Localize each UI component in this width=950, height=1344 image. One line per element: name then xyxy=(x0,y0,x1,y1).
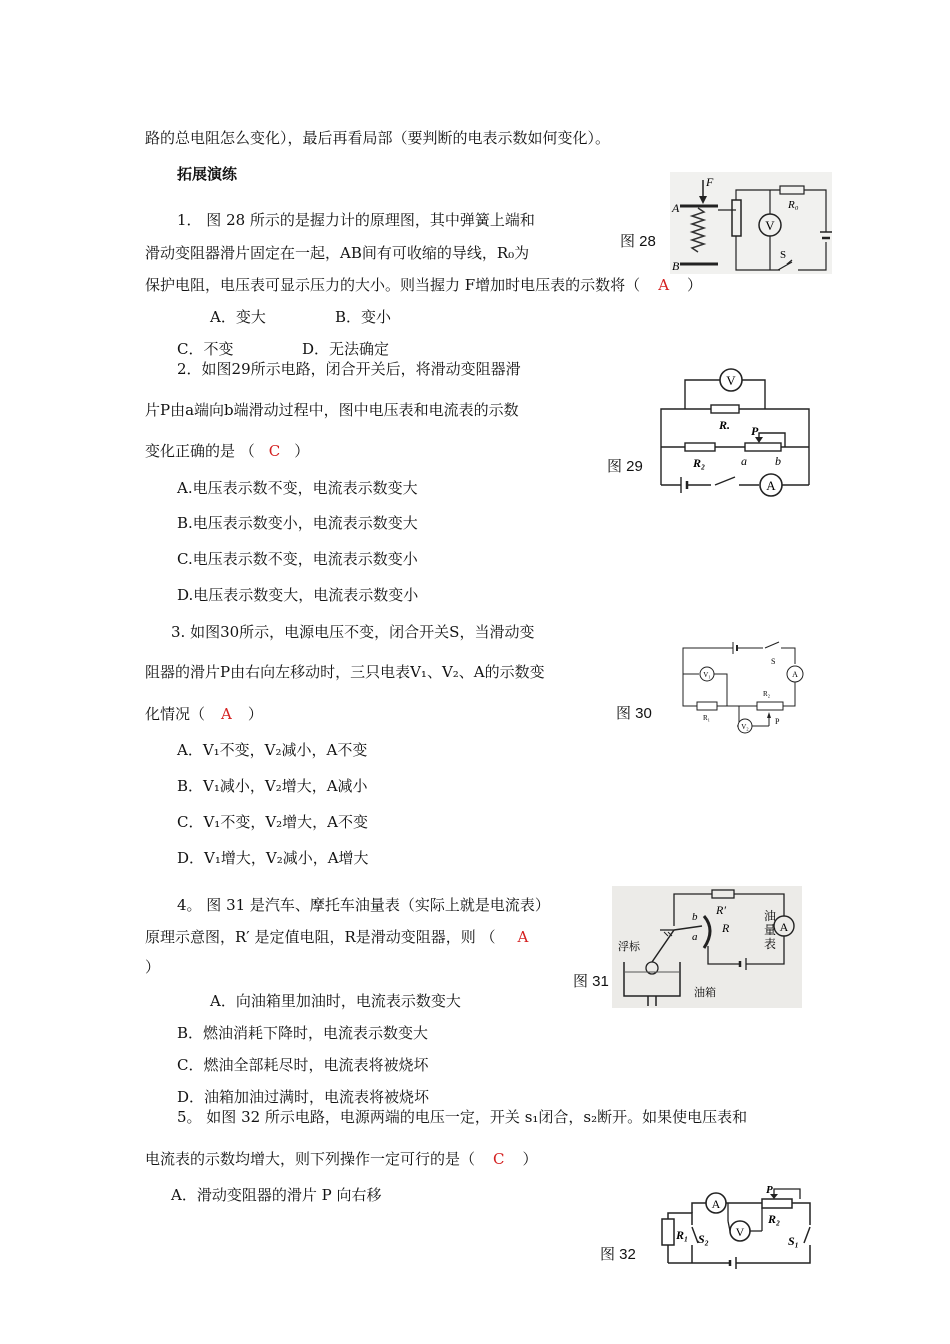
q4-option-d: D．油箱加油过满时，电流表将被烧坏 xyxy=(177,1088,430,1106)
q1-option-c: C．不变 xyxy=(177,340,234,358)
q4-line1: 4。 图 31 是汽车、摩托车油量表（实际上就是电流表） xyxy=(177,896,550,914)
q2-close: ） xyxy=(294,442,310,460)
fig30-p-label: P xyxy=(775,717,780,726)
q1-option-b: B．变小 xyxy=(335,308,392,326)
q5-stem: 电流表的示数均增大，则下列操作一定可行的是（ xyxy=(145,1150,476,1168)
fig31-meter-char1: 油 xyxy=(764,909,777,923)
fig28-label-a: A xyxy=(672,201,680,215)
fig29-label-p: P xyxy=(751,424,759,438)
q2-line3 xyxy=(145,441,309,461)
q2-option-d: D.电压表示数变大，电流表示数变小 xyxy=(177,586,419,604)
fig29-diagram xyxy=(655,365,815,500)
fig32-voltmeter-label: V xyxy=(735,1225,745,1239)
fig32-label-s1: S₁ xyxy=(788,1234,799,1248)
fig31-ammeter-label: A xyxy=(779,920,789,934)
fig28-label-r0: R₀ xyxy=(788,199,799,211)
q4-line2 xyxy=(145,927,528,947)
q4-line3: ） xyxy=(145,958,161,976)
q3-line3 xyxy=(145,704,263,724)
q1-stem: 保护电阻，电压表可显示压力的大小。则当握力 F增加时电压表的示数将（ xyxy=(145,276,641,294)
fig30-label-s: S xyxy=(771,657,776,666)
q4-option-a: A．向油箱里加油时，电流表示数变大 xyxy=(210,992,461,1010)
fig28-label-b: B xyxy=(672,259,680,273)
q1-line2: 滑动变阻器滑片固定在一起，AB间有可收缩的导线，R₀为 xyxy=(145,244,530,262)
fig32-label-p: P xyxy=(766,1185,773,1196)
q4-answer: A xyxy=(517,928,529,946)
fig29-label-r2: R₂ xyxy=(693,456,706,470)
q2-line1: 2．如图29所示电路，闭合开关后，将滑动变阻器滑 xyxy=(177,360,521,378)
q3-line2: 阻器的滑片P由右向左移动时，三只电表V₁、V₂、A的示数变 xyxy=(145,663,545,681)
q3-option-a: A．V₁不变，V₂减小，A不变 xyxy=(177,741,368,759)
q1-line3 xyxy=(145,275,702,295)
q2-answer: C xyxy=(268,442,281,460)
q3-option-c: C．V₁不变，V₂增大，A不变 xyxy=(177,813,369,831)
section-title: 拓展演练 xyxy=(177,165,238,183)
q3-option-d: D．V₁增大，V₂减小，A增大 xyxy=(177,849,369,867)
intro-line: 路的总电阻怎么变化），最后再看局部（要判断的电表示数如何变化）。 xyxy=(145,129,611,147)
fig32-ammeter-label: A xyxy=(711,1197,721,1211)
fig31-meter-char3: 表 xyxy=(764,937,777,951)
q5-line2 xyxy=(145,1149,538,1169)
q2-option-c: C.电压表示数不变，电流表示数变小 xyxy=(177,550,418,568)
q3-stem: 化情况（ xyxy=(145,705,206,723)
fig31-label-tank: 油箱 xyxy=(694,987,716,999)
fig31-label-b: b xyxy=(692,911,698,923)
q3-option-b: B．V₁减小，V₂增大，A减小 xyxy=(177,777,368,795)
q5-close: ） xyxy=(522,1150,538,1168)
q2-option-b: B.电压表示数变小，电流表示数变大 xyxy=(177,514,418,532)
fig29-caption: 图 29 xyxy=(607,458,643,475)
fig31-label-a: a xyxy=(692,931,698,943)
fig30-ammeter-label: A xyxy=(792,670,798,679)
q4-option-c: C．燃油全部耗尽时，电流表将被烧坏 xyxy=(177,1056,429,1074)
fig29-label-a: a xyxy=(741,454,747,468)
fig28-label-f: F xyxy=(706,175,714,189)
fig30-v2-label: V₂ xyxy=(741,723,749,731)
fig30-r2-label: R₂ xyxy=(763,690,771,698)
fig29-label-r1: R. xyxy=(719,418,731,432)
fig31-label-float: 浮标 xyxy=(618,941,640,953)
fig29-ammeter-label: A xyxy=(766,478,776,493)
fig28-caption: 图 28 xyxy=(620,233,656,250)
fig29-voltmeter-label: V xyxy=(726,373,736,388)
q1-option-d: D．无法确定 xyxy=(302,340,390,358)
fig31-diagram xyxy=(612,886,802,1008)
fig30-v1-label: V₁ xyxy=(703,671,711,679)
q1-line1: 1． 图 28 所示的是握力计的原理图，其中弹簧上端和 xyxy=(177,211,535,229)
fig32-label-r2: R₂ xyxy=(768,1212,781,1226)
fig32-label-r1: R₁ xyxy=(676,1228,689,1242)
fig30-caption: 图 30 xyxy=(616,705,652,722)
fig31-meter-char2: 量 xyxy=(764,923,777,937)
q5-line1: 5。 如图 32 所示电路，电源两端的电压一定，开关 s₁闭合，s₂断开。如果使电压表和 xyxy=(177,1108,748,1126)
q2-line2: 片P由a端向b端滑动过程中，图中电压表和电流表的示数 xyxy=(145,401,519,419)
q3-line1: 3. 如图30所示，电源电压不变，闭合开关S，当滑动变 xyxy=(171,623,535,641)
q2-option-a: A.电压表示数不变，电流表示数变大 xyxy=(177,479,418,497)
q1-option-a: A．变大 xyxy=(210,308,266,326)
fig32-diagram xyxy=(658,1185,818,1269)
fig31-caption: 图 31 xyxy=(573,973,609,990)
fig30-r1-label: R₁ xyxy=(703,714,711,722)
q3-answer: A xyxy=(221,705,232,723)
fig28-label-s: S xyxy=(780,249,787,261)
fig29-label-b: b xyxy=(775,454,781,468)
fig32-label-s2: S₂ xyxy=(698,1232,709,1246)
fig32-caption: 图 32 xyxy=(600,1246,636,1263)
q1-answer: A xyxy=(658,276,670,294)
fig31-label-rprime: R′ xyxy=(716,903,726,917)
q3-close: ） xyxy=(247,705,263,723)
fig31-label-r: R xyxy=(722,921,730,935)
q4-stem: 原理示意图，R′ 是定值电阻，R是滑动变阻器，则 （ xyxy=(145,928,496,946)
q1-close: ） xyxy=(687,276,703,294)
q4-option-b: B．燃油消耗下降时，电流表示数变大 xyxy=(177,1024,429,1042)
fig28-voltmeter-label: V xyxy=(765,218,775,233)
fig30-diagram xyxy=(675,636,810,740)
q5-answer: C xyxy=(493,1150,505,1168)
q5-option-a: A．滑动变阻器的滑片 P 向右移 xyxy=(171,1186,382,1204)
fig28-diagram xyxy=(670,172,832,274)
q2-stem: 变化正确的是 （ xyxy=(145,442,255,460)
